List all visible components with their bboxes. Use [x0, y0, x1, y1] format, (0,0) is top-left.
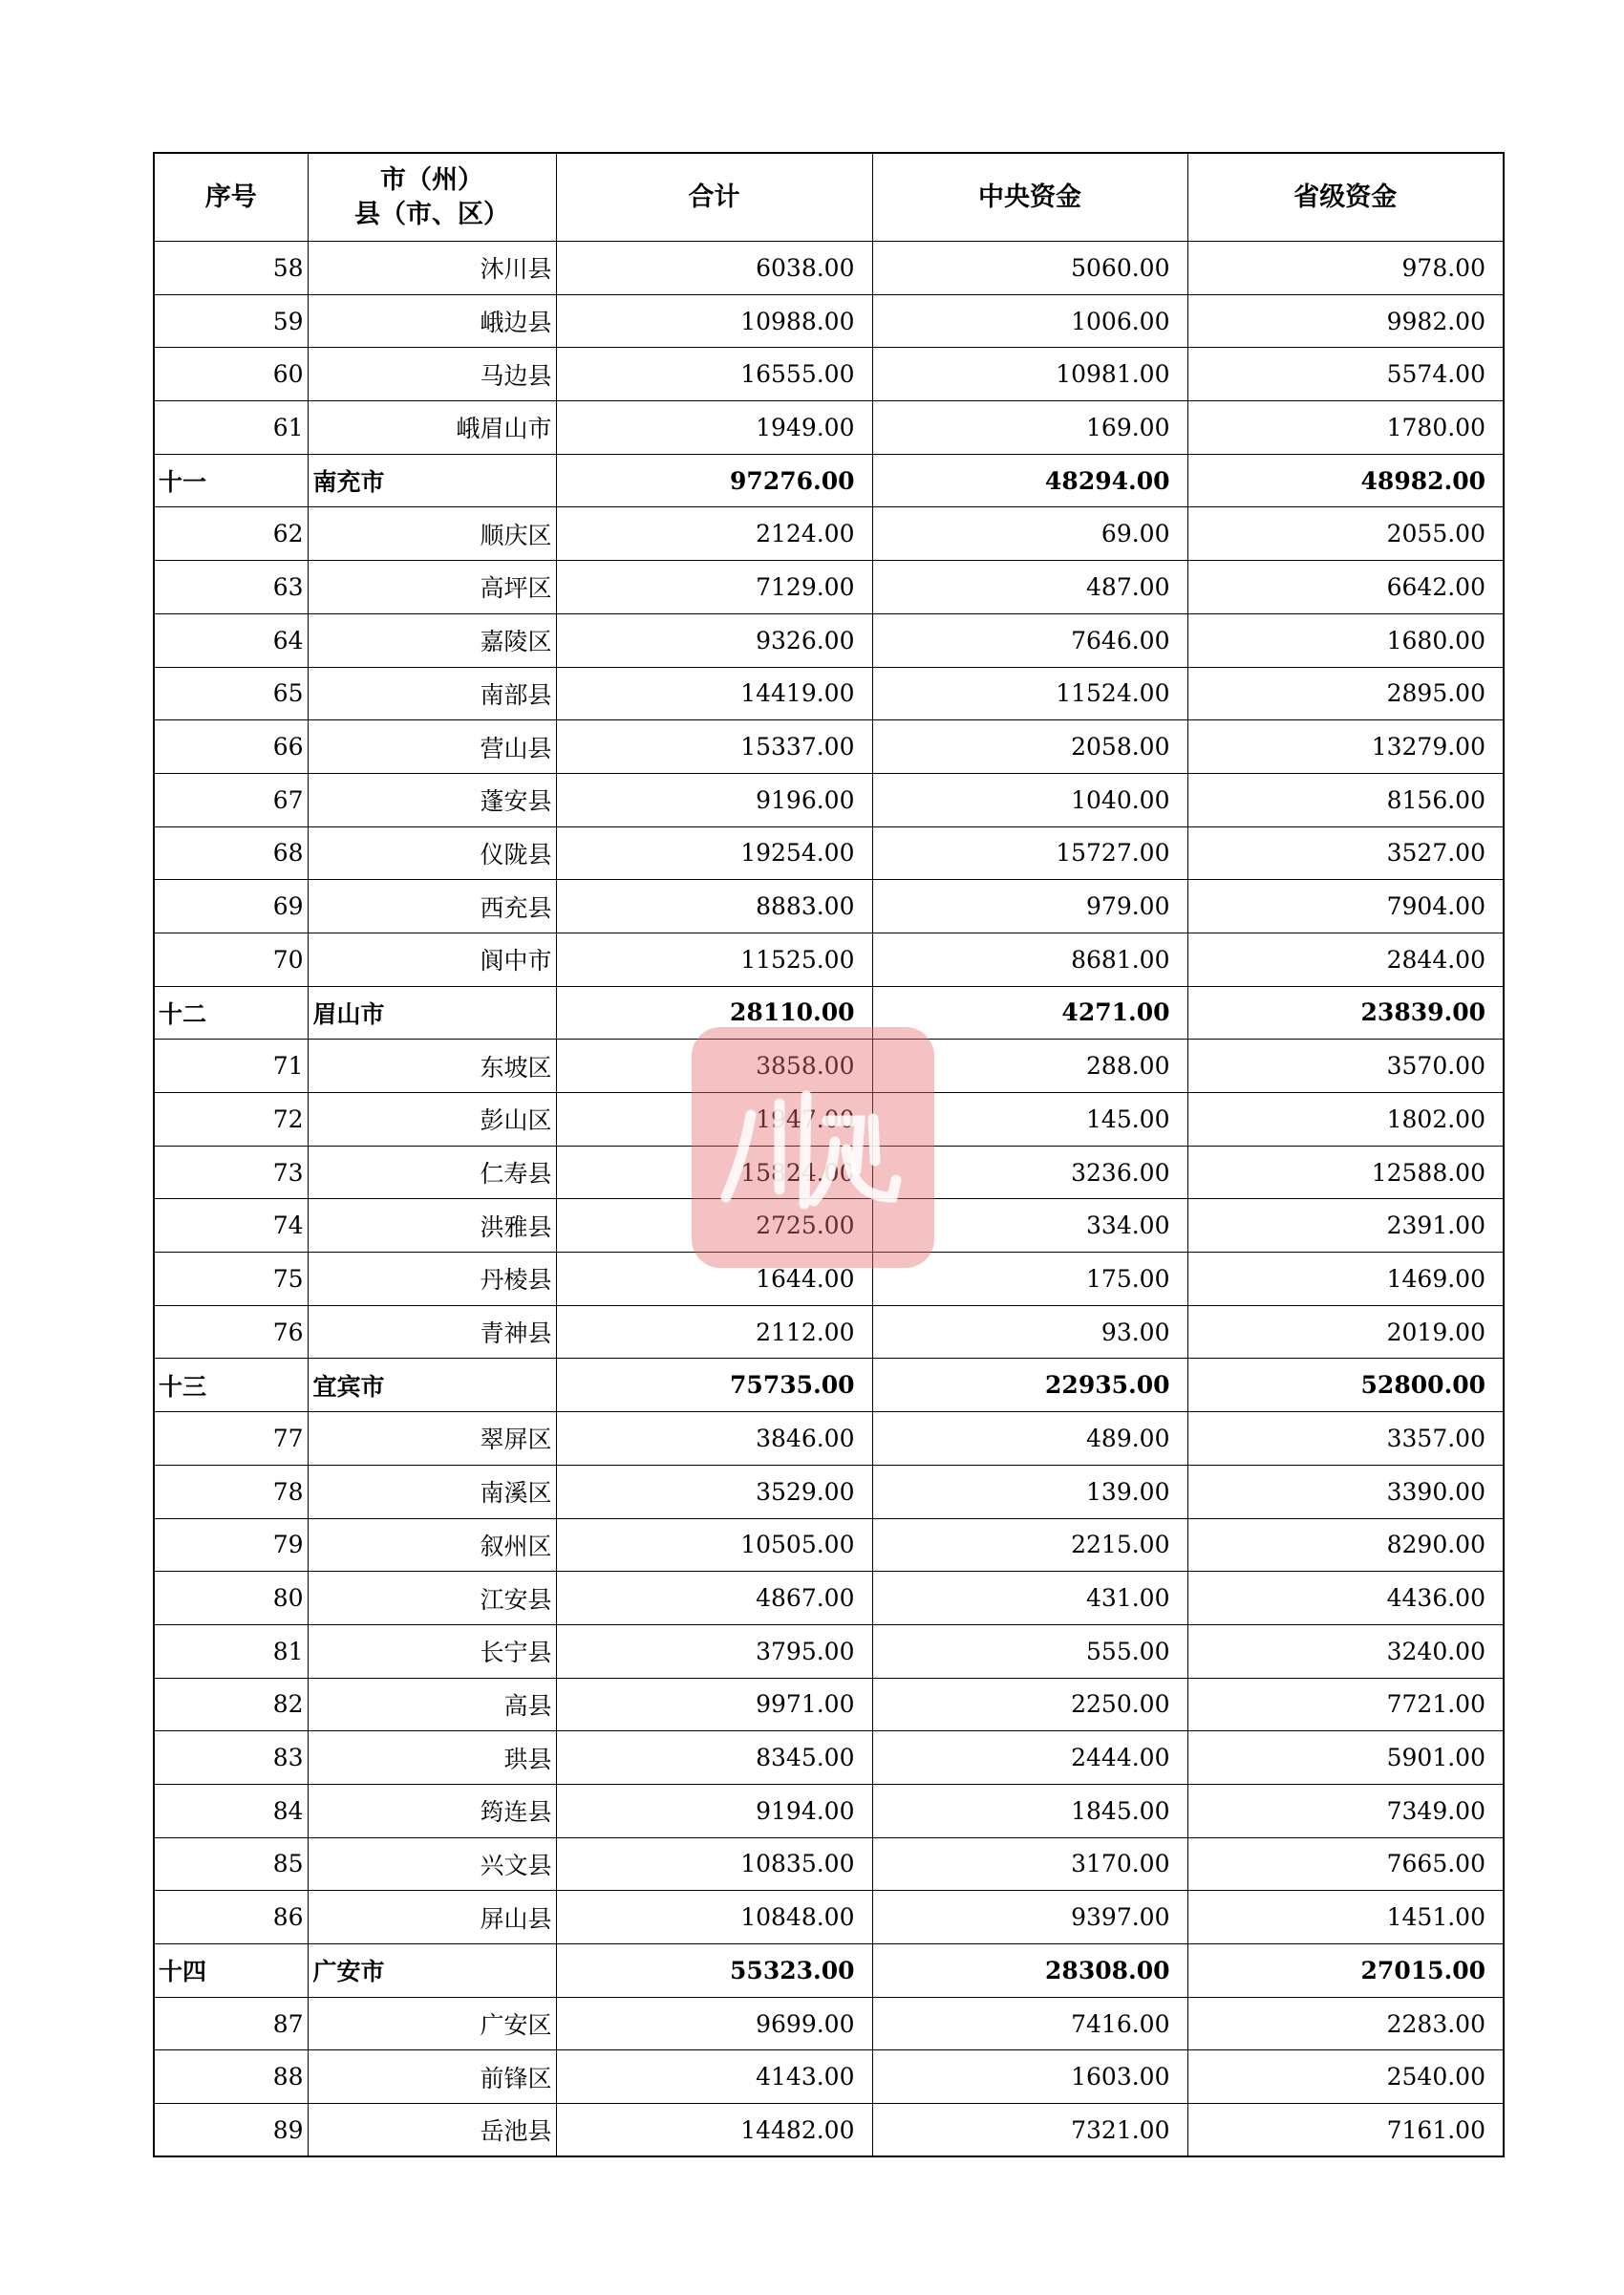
cell-total: 10848.00 — [556, 1891, 872, 1944]
cell-seq: 65 — [154, 667, 308, 720]
cell-name: 洪雅县 — [308, 1199, 556, 1253]
cell-provincial: 8290.00 — [1187, 1518, 1504, 1572]
cell-total: 4867.00 — [556, 1572, 872, 1625]
cell-central: 7321.00 — [872, 2104, 1187, 2157]
cell-central: 5060.00 — [872, 242, 1187, 295]
cell-total: 3858.00 — [556, 1040, 872, 1093]
cell-provincial: 7904.00 — [1187, 880, 1504, 933]
cell-name: 彭山区 — [308, 1093, 556, 1147]
cell-total: 1949.00 — [556, 401, 872, 455]
cell-provincial: 2019.00 — [1187, 1305, 1504, 1359]
cell-seq: 63 — [154, 561, 308, 614]
city-subtotal-row — [154, 986, 1504, 1040]
table-row — [154, 1837, 1504, 1891]
cell-central: 48294.00 — [872, 454, 1187, 507]
cell-provincial: 2283.00 — [1187, 1997, 1504, 2050]
cell-total: 55323.00 — [556, 1944, 872, 1998]
cell-name: 阆中市 — [308, 933, 556, 986]
cell-name: 仁寿县 — [308, 1146, 556, 1199]
cell-name: 峨眉山市 — [308, 401, 556, 455]
cell-provincial: 1451.00 — [1187, 1891, 1504, 1944]
cell-name: 马边县 — [308, 348, 556, 401]
cell-central: 28308.00 — [872, 1944, 1187, 1998]
cell-provincial: 978.00 — [1187, 242, 1504, 295]
cell-provincial: 48982.00 — [1187, 454, 1504, 507]
cell-central: 11524.00 — [872, 667, 1187, 720]
cell-seq: 十三 — [154, 1359, 308, 1412]
cell-seq: 68 — [154, 826, 308, 880]
cell-total: 6038.00 — [556, 242, 872, 295]
cell-central: 1040.00 — [872, 773, 1187, 826]
cell-seq: 88 — [154, 2050, 308, 2104]
table-row — [154, 720, 1504, 774]
cell-name: 眉山市 — [308, 986, 556, 1040]
cell-seq: 67 — [154, 773, 308, 826]
cell-total: 14482.00 — [556, 2104, 872, 2157]
cell-provincial: 13279.00 — [1187, 720, 1504, 774]
table-row — [154, 2050, 1504, 2104]
cell-seq: 69 — [154, 880, 308, 933]
table-row — [154, 507, 1504, 561]
cell-central: 1845.00 — [872, 1784, 1187, 1837]
cell-name: 沐川县 — [308, 242, 556, 295]
cell-total: 1644.00 — [556, 1253, 872, 1306]
cell-provincial: 52800.00 — [1187, 1359, 1504, 1412]
table-row — [154, 667, 1504, 720]
table-body — [154, 242, 1504, 2157]
cell-central: 10981.00 — [872, 348, 1187, 401]
cell-provincial: 2895.00 — [1187, 667, 1504, 720]
cell-seq: 75 — [154, 1253, 308, 1306]
cell-provincial: 3240.00 — [1187, 1624, 1504, 1678]
cell-provincial: 8156.00 — [1187, 773, 1504, 826]
cell-name: 筠连县 — [308, 1784, 556, 1837]
cell-total: 8883.00 — [556, 880, 872, 933]
table-row — [154, 1253, 1504, 1306]
table-row — [154, 348, 1504, 401]
cell-provincial: 1780.00 — [1187, 401, 1504, 455]
cell-seq: 79 — [154, 1518, 308, 1572]
cell-provincial: 12588.00 — [1187, 1146, 1504, 1199]
cell-seq: 60 — [154, 348, 308, 401]
cell-name: 长宁县 — [308, 1624, 556, 1678]
cell-central: 489.00 — [872, 1412, 1187, 1466]
cell-name: 蓬安县 — [308, 773, 556, 826]
cell-seq: 61 — [154, 401, 308, 455]
cell-seq: 85 — [154, 1837, 308, 1891]
header-region — [308, 153, 556, 242]
table-row — [154, 1678, 1504, 1731]
cell-name: 江安县 — [308, 1572, 556, 1625]
cell-central: 1006.00 — [872, 294, 1187, 348]
table-row — [154, 826, 1504, 880]
table-row — [154, 1784, 1504, 1837]
cell-central: 2215.00 — [872, 1518, 1187, 1572]
cell-provincial: 2540.00 — [1187, 2050, 1504, 2104]
table-row — [154, 1305, 1504, 1359]
cell-name: 广安区 — [308, 1997, 556, 2050]
cell-seq: 70 — [154, 933, 308, 986]
cell-provincial: 1802.00 — [1187, 1093, 1504, 1147]
cell-total: 15824.00 — [556, 1146, 872, 1199]
cell-provincial: 3570.00 — [1187, 1040, 1504, 1093]
cell-total: 9194.00 — [556, 1784, 872, 1837]
cell-central: 3236.00 — [872, 1146, 1187, 1199]
cell-name: 仪陇县 — [308, 826, 556, 880]
cell-seq: 77 — [154, 1412, 308, 1466]
cell-provincial: 23839.00 — [1187, 986, 1504, 1040]
table-row — [154, 1891, 1504, 1944]
cell-total: 15337.00 — [556, 720, 872, 774]
table-row — [154, 1093, 1504, 1147]
table-row — [154, 561, 1504, 614]
cell-name: 岳池县 — [308, 2104, 556, 2157]
cell-provincial: 27015.00 — [1187, 1944, 1504, 1998]
cell-central: 487.00 — [872, 561, 1187, 614]
cell-seq: 58 — [154, 242, 308, 295]
cell-seq: 80 — [154, 1572, 308, 1625]
cell-central: 169.00 — [872, 401, 1187, 455]
cell-name: 营山县 — [308, 720, 556, 774]
cell-central: 7416.00 — [872, 1997, 1187, 2050]
cell-total: 3846.00 — [556, 1412, 872, 1466]
table-row — [154, 933, 1504, 986]
cell-seq: 72 — [154, 1093, 308, 1147]
cell-name: 前锋区 — [308, 2050, 556, 2104]
cell-name: 丹棱县 — [308, 1253, 556, 1306]
cell-name: 嘉陵区 — [308, 613, 556, 667]
funding-table — [153, 152, 1505, 2157]
table-row — [154, 1040, 1504, 1093]
cell-name: 屏山县 — [308, 1891, 556, 1944]
cell-name: 广安市 — [308, 1944, 556, 1998]
cell-provincial: 7161.00 — [1187, 2104, 1504, 2157]
cell-total: 3795.00 — [556, 1624, 872, 1678]
cell-total: 9326.00 — [556, 613, 872, 667]
table-row — [154, 1412, 1504, 1466]
table-row — [154, 1731, 1504, 1785]
header-provincial: 省级资金 — [1187, 153, 1504, 242]
cell-seq: 74 — [154, 1199, 308, 1253]
cell-total: 2124.00 — [556, 507, 872, 561]
cell-total: 1947.00 — [556, 1093, 872, 1147]
cell-seq: 87 — [154, 1997, 308, 2050]
cell-name: 宜宾市 — [308, 1359, 556, 1412]
cell-name: 翠屏区 — [308, 1412, 556, 1466]
cell-provincial: 7665.00 — [1187, 1837, 1504, 1891]
table-row — [154, 1146, 1504, 1199]
cell-central: 2250.00 — [872, 1678, 1187, 1731]
cell-seq: 89 — [154, 2104, 308, 2157]
cell-central: 22935.00 — [872, 1359, 1187, 1412]
cell-total: 10505.00 — [556, 1518, 872, 1572]
cell-name: 兴文县 — [308, 1837, 556, 1891]
city-subtotal-row — [154, 454, 1504, 507]
cell-name: 叙州区 — [308, 1518, 556, 1572]
cell-total: 9699.00 — [556, 1997, 872, 2050]
cell-central: 145.00 — [872, 1093, 1187, 1147]
cell-central: 2444.00 — [872, 1731, 1187, 1785]
cell-seq: 76 — [154, 1305, 308, 1359]
cell-name: 顺庆区 — [308, 507, 556, 561]
cell-provincial: 2844.00 — [1187, 933, 1504, 986]
cell-provincial: 4436.00 — [1187, 1572, 1504, 1625]
cell-total: 8345.00 — [556, 1731, 872, 1785]
cell-central: 9397.00 — [872, 1891, 1187, 1944]
cell-name: 高县 — [308, 1678, 556, 1731]
header-total: 合计 — [556, 153, 872, 242]
cell-seq: 十四 — [154, 1944, 308, 1998]
table-row — [154, 1465, 1504, 1518]
cell-central: 431.00 — [872, 1572, 1187, 1625]
table-row — [154, 1624, 1504, 1678]
table-row — [154, 773, 1504, 826]
cell-name: 峨边县 — [308, 294, 556, 348]
cell-seq: 66 — [154, 720, 308, 774]
table-row — [154, 2104, 1504, 2157]
cell-provincial: 5574.00 — [1187, 348, 1504, 401]
table-row — [154, 294, 1504, 348]
cell-provincial: 2391.00 — [1187, 1199, 1504, 1253]
table-row — [154, 1572, 1504, 1625]
cell-seq: 73 — [154, 1146, 308, 1199]
cell-provincial: 3527.00 — [1187, 826, 1504, 880]
cell-total: 19254.00 — [556, 826, 872, 880]
cell-seq: 64 — [154, 613, 308, 667]
cell-seq: 78 — [154, 1465, 308, 1518]
cell-total: 10988.00 — [556, 294, 872, 348]
header-central: 中央资金 — [872, 153, 1187, 242]
cell-seq: 十一 — [154, 454, 308, 507]
cell-provincial: 3357.00 — [1187, 1412, 1504, 1466]
header-region-line2: 县（市、区） — [354, 199, 509, 229]
cell-provincial: 3390.00 — [1187, 1465, 1504, 1518]
cell-total: 11525.00 — [556, 933, 872, 986]
cell-total: 9196.00 — [556, 773, 872, 826]
header-region-line1: 市（州） — [380, 164, 483, 195]
cell-provincial: 9982.00 — [1187, 294, 1504, 348]
table-row — [154, 880, 1504, 933]
cell-seq: 59 — [154, 294, 308, 348]
cell-central: 69.00 — [872, 507, 1187, 561]
cell-name: 南充市 — [308, 454, 556, 507]
cell-seq: 62 — [154, 507, 308, 561]
table-row — [154, 613, 1504, 667]
cell-provincial: 7721.00 — [1187, 1678, 1504, 1731]
city-subtotal-row — [154, 1359, 1504, 1412]
cell-total: 9971.00 — [556, 1678, 872, 1731]
cell-central: 8681.00 — [872, 933, 1187, 986]
cell-name: 南部县 — [308, 667, 556, 720]
cell-name: 青神县 — [308, 1305, 556, 1359]
cell-central: 555.00 — [872, 1624, 1187, 1678]
cell-seq: 83 — [154, 1731, 308, 1785]
cell-total: 97276.00 — [556, 454, 872, 507]
cell-provincial: 6642.00 — [1187, 561, 1504, 614]
cell-seq: 81 — [154, 1624, 308, 1678]
cell-central: 2058.00 — [872, 720, 1187, 774]
header-row — [154, 153, 1504, 242]
cell-seq: 71 — [154, 1040, 308, 1093]
cell-provincial: 2055.00 — [1187, 507, 1504, 561]
cell-total: 3529.00 — [556, 1465, 872, 1518]
cell-total: 28110.00 — [556, 986, 872, 1040]
city-subtotal-row — [154, 1944, 1504, 1998]
cell-central: 288.00 — [872, 1040, 1187, 1093]
cell-name: 东坡区 — [308, 1040, 556, 1093]
cell-provincial: 7349.00 — [1187, 1784, 1504, 1837]
cell-total: 75735.00 — [556, 1359, 872, 1412]
cell-seq: 86 — [154, 1891, 308, 1944]
cell-seq: 82 — [154, 1678, 308, 1731]
cell-central: 4271.00 — [872, 986, 1187, 1040]
cell-total: 16555.00 — [556, 348, 872, 401]
cell-name: 南溪区 — [308, 1465, 556, 1518]
cell-seq: 十二 — [154, 986, 308, 1040]
cell-total: 7129.00 — [556, 561, 872, 614]
table-row — [154, 1518, 1504, 1572]
cell-provincial: 1469.00 — [1187, 1253, 1504, 1306]
cell-total: 14419.00 — [556, 667, 872, 720]
table-header — [154, 153, 1504, 242]
cell-central: 3170.00 — [872, 1837, 1187, 1891]
cell-central: 175.00 — [872, 1253, 1187, 1306]
table-row — [154, 1199, 1504, 1253]
table-row — [154, 242, 1504, 295]
cell-total: 10835.00 — [556, 1837, 872, 1891]
cell-provincial: 5901.00 — [1187, 1731, 1504, 1785]
table-row — [154, 1997, 1504, 2050]
cell-name: 西充县 — [308, 880, 556, 933]
cell-central: 979.00 — [872, 880, 1187, 933]
cell-total: 2725.00 — [556, 1199, 872, 1253]
cell-central: 93.00 — [872, 1305, 1187, 1359]
cell-central: 1603.00 — [872, 2050, 1187, 2104]
header-seq: 序号 — [154, 153, 308, 242]
cell-name: 高坪区 — [308, 561, 556, 614]
table-row — [154, 401, 1504, 455]
cell-central: 15727.00 — [872, 826, 1187, 880]
cell-central: 139.00 — [872, 1465, 1187, 1518]
cell-seq: 84 — [154, 1784, 308, 1837]
cell-name: 珙县 — [308, 1731, 556, 1785]
cell-central: 7646.00 — [872, 613, 1187, 667]
cell-total: 2112.00 — [556, 1305, 872, 1359]
cell-central: 334.00 — [872, 1199, 1187, 1253]
cell-provincial: 1680.00 — [1187, 613, 1504, 667]
cell-total: 4143.00 — [556, 2050, 872, 2104]
